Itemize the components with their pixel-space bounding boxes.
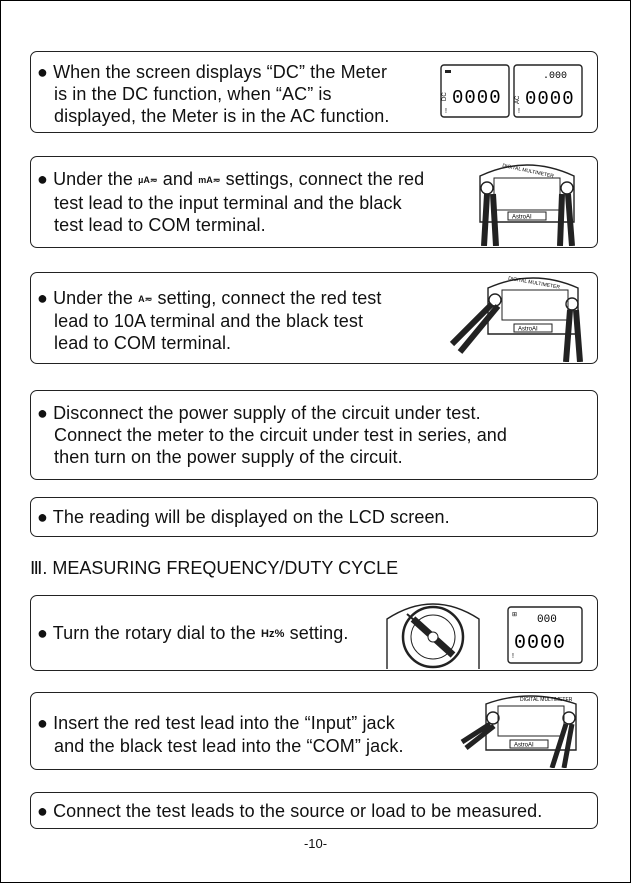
ua-ma-line-3: test lead to COM terminal. bbox=[54, 215, 266, 235]
series-line-2: Connect the meter to the circuit under test in series, and bbox=[54, 425, 508, 445]
rotary-dial-illustration bbox=[383, 599, 483, 669]
ua-ma-line-1-pre: ● Under the bbox=[37, 169, 139, 189]
jack-line-2: and the black test lead into the “COM” jack. bbox=[54, 736, 404, 756]
meter-brand-1: AstroAI bbox=[512, 214, 532, 221]
ua-setting-symbol: µA≂ bbox=[138, 174, 158, 185]
rotary-line-1-pre: ● Turn the rotary dial to the bbox=[37, 623, 261, 643]
lcd-freq-reading: 0000 bbox=[514, 632, 567, 655]
lcd-dc-label: DC bbox=[442, 92, 448, 101]
series-line-3: then turn on the power supply of the circuit. bbox=[54, 447, 403, 467]
meter-probes-illustration-2 bbox=[448, 274, 583, 362]
meter-label-1: DIGITAL MULTIMETER bbox=[501, 162, 555, 180]
a-setting-symbol: A≂ bbox=[138, 293, 153, 304]
lcd-frequency-illustration bbox=[507, 606, 583, 664]
dc-ac-line-1: ● When the screen displays “DC” the Meter bbox=[37, 62, 388, 82]
rotary-line-1 bbox=[37, 622, 348, 644]
meter-label-3: DIGITAL MULTIMETER bbox=[520, 697, 573, 703]
10a-line-2: lead to 10A terminal and the black test bbox=[54, 311, 364, 331]
10a-line-3: lead to COM terminal. bbox=[54, 333, 232, 353]
svg-text:!: ! bbox=[518, 108, 520, 115]
reading-line-1: ● The reading will be displayed on the LCD screen. bbox=[37, 507, 450, 527]
svg-text:⊞: ⊞ bbox=[512, 612, 518, 618]
ua-ma-line-1-mid: and bbox=[157, 169, 199, 189]
lcd-dc-reading: 0000 bbox=[452, 87, 502, 109]
series-line-1: ● Disconnect the power supply of the circuit under test. bbox=[37, 403, 481, 423]
ma-setting-symbol: mA≂ bbox=[198, 174, 221, 185]
meter-brand-3: AstroAI bbox=[514, 742, 534, 749]
10a-line-1 bbox=[37, 287, 382, 309]
section-heading: Ⅲ. MEASURING FREQUENCY/DUTY CYCLE bbox=[30, 558, 399, 578]
svg-text:!: ! bbox=[445, 108, 447, 115]
10a-line-1-pre: ● Under the bbox=[37, 288, 139, 308]
lcd-ac-label: AC bbox=[515, 95, 521, 104]
meter-jacks-illustration bbox=[460, 694, 584, 768]
svg-text:!: ! bbox=[512, 653, 514, 660]
lcd-dc-illustration bbox=[440, 64, 510, 118]
ua-ma-line-1-post: settings, connect the red bbox=[220, 169, 425, 189]
lcd-freq-small: 000 bbox=[537, 614, 557, 626]
meter-brand-2: AstroAI bbox=[518, 326, 538, 333]
10a-line-1-post: setting, connect the red test bbox=[152, 288, 382, 308]
meter-probes-illustration-1 bbox=[472, 160, 582, 246]
ua-ma-line-2: test lead to the input terminal and the black bbox=[54, 193, 402, 213]
dc-ac-line-2: is in the DC function, when “AC” is bbox=[54, 84, 332, 104]
dc-ac-line-3: displayed, the Meter is in the AC function. bbox=[54, 106, 390, 126]
meter-label-2: DIGITAL MULTIMETER bbox=[507, 275, 561, 291]
lcd-ac-illustration bbox=[513, 64, 583, 118]
connect-line-1: ● Connect the test leads to the source or load to be measured. bbox=[37, 801, 543, 821]
hz-setting-symbol: Hz% bbox=[260, 627, 285, 640]
svg-text:.000: .000 bbox=[543, 71, 568, 82]
ua-ma-line-1 bbox=[37, 168, 424, 190]
page-number: -10- bbox=[303, 836, 328, 851]
lcd-ac-reading: 0000 bbox=[525, 88, 575, 110]
jack-line-1: ● Insert the red test lead into the “Input” jack bbox=[37, 713, 395, 733]
rotary-line-1-post: setting. bbox=[284, 623, 349, 643]
